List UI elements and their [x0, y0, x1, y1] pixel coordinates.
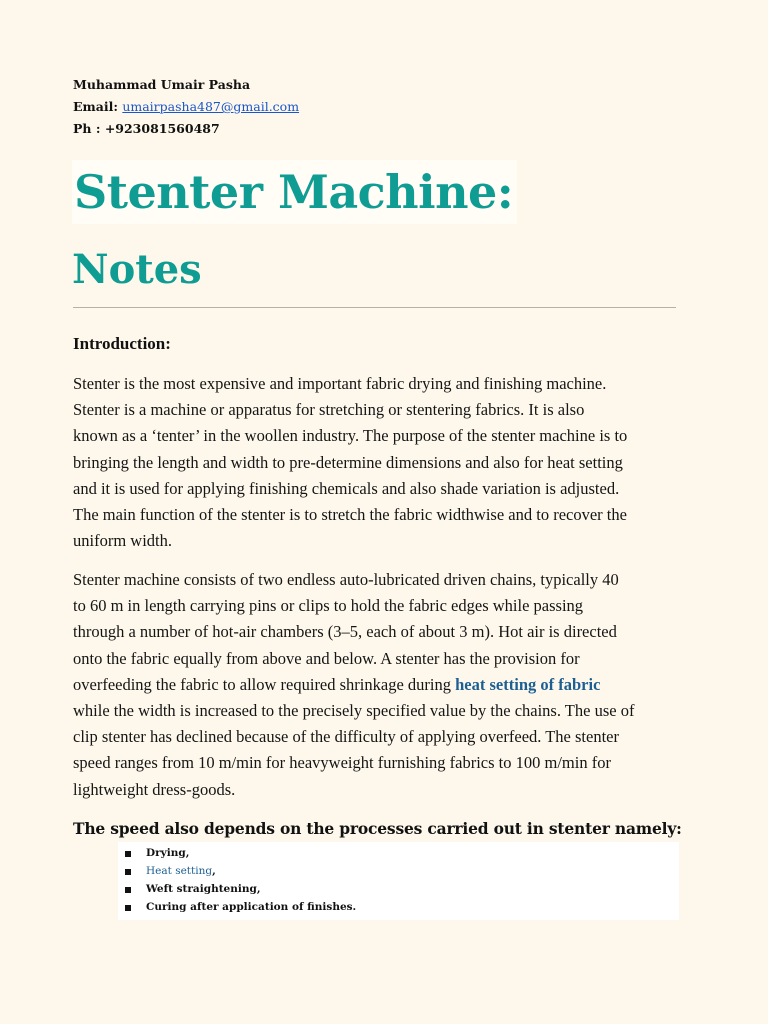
- speed-heading: The speed also depends on the processes carried out in stenter namely:: [73, 819, 682, 838]
- phone-number: +923081560487: [104, 121, 220, 136]
- paragraph-line: while the width is increased to the precisely specified value by the chains. The use of: [73, 701, 635, 721]
- paragraph-line: Stenter is the most expensive and important fabric drying and finishing machine.: [73, 374, 607, 393]
- document-title: Stenter Machine:: [72, 160, 517, 224]
- author-info: [73, 74, 299, 140]
- phone-label: Ph :: [73, 121, 105, 136]
- square-bullet-icon: [125, 869, 131, 875]
- list-item-text: Drying,: [146, 847, 190, 859]
- list-item: [118, 844, 679, 862]
- paragraph-line: The main function of the stenter is to stretch the fabric widthwise and to recover the: [73, 505, 627, 525]
- list-item-text: Curing after application of finishes.: [146, 901, 357, 913]
- paragraph-line: clip stenter has declined because of the difficulty of applying overfeed. The stenter: [73, 727, 619, 747]
- process-list: [118, 842, 679, 920]
- introduction-paragraph-2: [73, 567, 693, 803]
- list-item-text: ,: [212, 865, 216, 877]
- paragraph-line: lightweight dress-goods.: [73, 779, 236, 799]
- email-label: Email:: [73, 99, 123, 114]
- paragraph-line: bringing the length and width to pre-determine dimensions and also for heat setting: [73, 452, 623, 472]
- email-link[interactable]: umairpasha487@gmail.com: [122, 99, 300, 114]
- list-item-text: Weft straightening,: [146, 883, 261, 895]
- square-bullet-icon: [125, 887, 131, 893]
- paragraph-line: Stenter is a machine or apparatus for stretching or stentering fabrics. It is also: [73, 400, 585, 420]
- heat-setting-of-fabric-link[interactable]: heat setting of fabric: [455, 674, 601, 694]
- paragraph-line: through a number of hot-air chambers (3–5, each of about 3 m). Hot air is directed: [73, 622, 617, 642]
- author-name: Muhammad Umair Pasha: [73, 77, 251, 92]
- paragraph-line: and it is used for applying finishing chemicals and also shade variation is adjusted.: [73, 478, 620, 498]
- square-bullet-icon: [125, 851, 131, 857]
- list-item: [118, 880, 679, 898]
- horizontal-divider: [73, 307, 676, 308]
- introduction-heading: Introduction:: [73, 334, 171, 353]
- paragraph-line: speed ranges from 10 m/min for heavyweight furnishing fabrics to 100 m/min for: [73, 753, 611, 773]
- paragraph-line: to 60 m in length carrying pins or clips to hold the fabric edges while passing: [73, 596, 584, 616]
- introduction-paragraph-1: [73, 371, 693, 554]
- heat-setting-link[interactable]: Heat setting: [146, 865, 213, 877]
- paragraph-line: uniform width.: [73, 531, 172, 551]
- paragraph-line-prefix: overfeeding the fabric to allow required shrinkage during: [73, 674, 456, 694]
- list-item: [118, 898, 679, 916]
- paragraph-line: known as a ‘tenter’ in the woollen industry. The purpose of the stenter machine is to: [73, 426, 628, 446]
- author-email-row: [73, 96, 299, 118]
- paragraph-line: Stenter machine consists of two endless auto-lubricated driven chains, typically 40: [73, 570, 619, 589]
- square-bullet-icon: [125, 905, 131, 911]
- author-phone-row: [73, 118, 299, 140]
- list-item: [118, 862, 679, 880]
- paragraph-line-with-link: [73, 672, 693, 698]
- document-subtitle: Notes: [72, 246, 202, 293]
- paragraph-line: onto the fabric equally from above and below. A stenter has the provision for: [73, 648, 580, 668]
